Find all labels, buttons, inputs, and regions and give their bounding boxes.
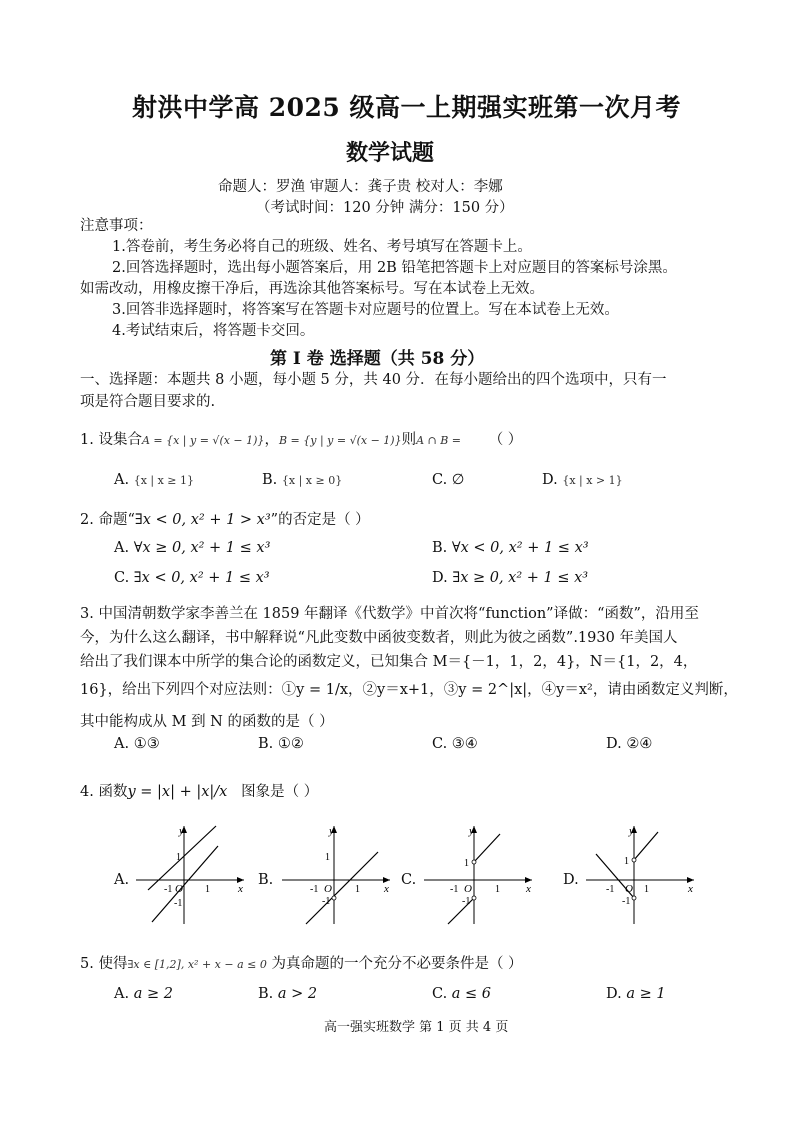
notice-item-3: 3.回答非选择题时，将答案写在答题卡对应题号的位置上。写在本试卷上无效。: [112, 302, 619, 318]
q1-then: 则: [401, 432, 417, 448]
tick-neg-one-x: -1: [606, 884, 615, 895]
x-axis-label: x: [238, 883, 243, 895]
option-text: a ≥ 1: [626, 986, 666, 1002]
section-intro-1: 一、选择题：本题共 8 小题，每小题 5 分，共 40 分．在每小题给出的四个选项中，只有一: [80, 372, 667, 388]
q2-option-d[interactable]: [432, 570, 588, 586]
q3-option-a[interactable]: [114, 736, 160, 752]
y-axis-label: y: [629, 825, 634, 837]
x-axis-label: x: [688, 883, 693, 895]
q4-stem: [80, 780, 318, 801]
option-label: C.: [432, 986, 448, 1002]
option-label: D.: [542, 472, 558, 488]
q4-prefix: 4. 函数: [80, 784, 128, 800]
option-text: ∀x ≥ 0, x² + 1 ≤ x³: [133, 540, 271, 556]
option-label: D.: [606, 736, 622, 752]
option-label: C.: [114, 570, 130, 586]
q1-prefix: 1. 设集合: [80, 432, 142, 448]
option-text: a > 2: [277, 986, 318, 1002]
x-axis-label: x: [526, 883, 531, 895]
option-label: B.: [262, 472, 278, 488]
option-label: A.: [114, 736, 130, 752]
option-text: ∃x < 0, x² + 1 ≤ x³: [133, 570, 270, 586]
tick-one-y: 1: [464, 858, 469, 869]
q1-set-b: B = {y | y = √(x − 1)}: [278, 434, 402, 447]
origin-label: O: [464, 883, 472, 895]
q5-prefix: 5. 使得: [80, 956, 128, 972]
notice-item-1: 1.答卷前，考生务必将自己的班级、姓名、考号填写在答题卡上。: [112, 239, 532, 255]
notice-heading: 注意事项：: [80, 218, 153, 234]
option-text: ①③: [133, 736, 160, 752]
notice-item-2: 2.回答选择题时，选出每小题答案后，用 2B 铅笔把答题卡上对应题目的答案标号涂黑。: [112, 260, 677, 276]
option-text: {x | x ≥ 1}: [133, 474, 195, 487]
q2-stem: [80, 508, 370, 529]
q1-option-d[interactable]: [542, 472, 623, 488]
notice-item-2-cont: 如需改动，用橡皮擦干净后，再选涂其他答案标号。写在本试卷上无效。: [80, 281, 544, 297]
option-text: ∅: [451, 472, 465, 488]
authors-line: 命题人：罗渔 审题人：龚子贵 校对人：李娜: [218, 179, 503, 195]
option-text: ①②: [277, 736, 304, 752]
section-title: 第 I 卷 选择题（共 58 分）: [270, 349, 485, 369]
y-axis-label: y: [469, 825, 474, 837]
tick-one-x: 1: [495, 884, 500, 895]
page-subtitle: 数学试题: [346, 140, 435, 166]
page-footer: 高一强实班数学 第 1 页 共 4 页: [324, 1020, 509, 1035]
q4-option-d[interactable]: D.: [563, 872, 579, 888]
x-axis-label: x: [384, 883, 389, 895]
tick-neg-one-y: -1: [622, 896, 631, 907]
y-axis-label: y: [329, 825, 334, 837]
tick-neg-one-x: -1: [450, 884, 459, 895]
q4-graph-b: [278, 822, 393, 927]
q4-graph-a: [132, 822, 247, 927]
option-text: ③④: [451, 736, 478, 752]
exam-info: （考试时间：120 分钟 满分：150 分）: [256, 200, 514, 216]
y-axis-label: y: [179, 825, 184, 837]
option-label: A.: [114, 472, 130, 488]
q2-option-c[interactable]: [114, 570, 270, 586]
option-label: C.: [432, 736, 448, 752]
origin-label: O: [175, 883, 183, 895]
tick-neg-one-x: -1: [164, 884, 173, 895]
option-text: {x | x ≥ 0}: [281, 474, 343, 487]
q2-option-a[interactable]: [114, 540, 270, 556]
q3-line-2: 今，为什么这么翻译，书中解释说“凡此变数中函彼变数者，则此为彼之函数”.1930 年美国人: [80, 630, 678, 646]
q5-option-c[interactable]: [432, 986, 491, 1002]
q5-option-a[interactable]: [114, 986, 173, 1002]
tick-neg-one-y: -1: [462, 896, 471, 907]
q5-option-d[interactable]: [606, 986, 666, 1002]
q3-option-c[interactable]: [432, 736, 478, 752]
page-title: 射洪中学高 2025 级高一上期强实班第一次月考: [132, 93, 681, 122]
q2-proposition: ∃x < 0, x² + 1 > x³: [134, 512, 271, 528]
option-text: {x | x > 1}: [562, 474, 623, 487]
q1-option-c[interactable]: [432, 472, 464, 488]
q1-option-b[interactable]: [262, 472, 342, 488]
option-label: B.: [258, 736, 274, 752]
q3-line-5: 其中能构成从 M 到 N 的函数的是（ ）: [80, 714, 334, 730]
q3-option-b[interactable]: [258, 736, 304, 752]
q3-line-4: 16}，给出下列四个对应法则：①y = 1/x，②y＝x+1，③y = 2^|x|，④y＝x²，请由函数定义判断，: [80, 682, 738, 698]
q4-graph-c: [420, 822, 535, 927]
q1-option-a[interactable]: [114, 472, 194, 488]
notice-item-4: 4.考试结束后，将答题卡交回。: [112, 323, 315, 339]
q1-paren: （ ）: [488, 432, 523, 448]
tick-one-x: 1: [644, 884, 649, 895]
option-text: a ≤ 6: [451, 986, 492, 1002]
tick-neg-one-x: -1: [310, 884, 319, 895]
option-label: A.: [114, 540, 130, 556]
q2-option-b[interactable]: [432, 540, 589, 556]
q4-option-b[interactable]: B.: [258, 872, 274, 888]
tick-neg-one-y: -1: [322, 896, 331, 907]
option-label: B.: [258, 986, 274, 1002]
q3-line-1: 3. 中国清朝数学家李善兰在 1859 年翻译《代数学》中首次将“function”译做：“函数”，沿用至: [80, 606, 699, 622]
q5-suffix: 为真命题的一个充分不必要条件是（ ）: [271, 956, 523, 972]
q1-stem: [80, 428, 522, 449]
q2-prefix: 2. 命题“: [80, 512, 135, 528]
origin-label: O: [625, 883, 633, 895]
tick-one-x: 1: [355, 884, 360, 895]
option-label: A.: [114, 986, 130, 1002]
tick-one-y: 1: [325, 852, 330, 863]
option-text: ∀x < 0, x² + 1 ≤ x³: [451, 540, 589, 556]
q4-function: y = |x| + |x|/x: [127, 784, 228, 800]
q5-condition: ∃x ∈ [1,2], x² + x − a ≤ 0: [127, 958, 267, 971]
option-label: D.: [606, 986, 622, 1002]
q1-set-a: A = {x | y = √(x − 1)}: [141, 434, 265, 447]
section-intro-2: 项是符合题目要求的.: [80, 394, 216, 410]
q2-suffix: ”的否定是（ ）: [270, 512, 370, 528]
option-label: C.: [432, 472, 448, 488]
option-text: ∃x ≥ 0, x² + 1 ≤ x³: [452, 570, 589, 586]
q4-option-c[interactable]: C.: [401, 872, 417, 888]
option-text: a ≥ 2: [133, 986, 173, 1002]
q3-line-3: 给出了我们课本中所学的集合论的函数定义，已知集合 M＝{－1，1，2，4}，N＝{1，2，4，: [80, 654, 698, 670]
q4-graph-d: [582, 822, 697, 927]
option-text: ②④: [626, 736, 653, 752]
option-label: B.: [432, 540, 448, 556]
q1-expr: A ∩ B =: [416, 434, 462, 447]
q3-option-d[interactable]: [606, 736, 652, 752]
q4-suffix: 图象是（ ）: [241, 784, 319, 800]
q4-option-a[interactable]: A.: [114, 872, 130, 888]
option-label: D.: [432, 570, 448, 586]
tick-one-y: 1: [176, 852, 181, 863]
tick-one-y: 1: [624, 856, 629, 867]
tick-neg-one-y: -1: [174, 898, 183, 909]
q5-option-b[interactable]: [258, 986, 317, 1002]
q5-stem: [80, 952, 523, 973]
tick-one-x: 1: [205, 884, 210, 895]
q1-comma: ，: [264, 432, 279, 448]
origin-label: O: [324, 883, 332, 895]
